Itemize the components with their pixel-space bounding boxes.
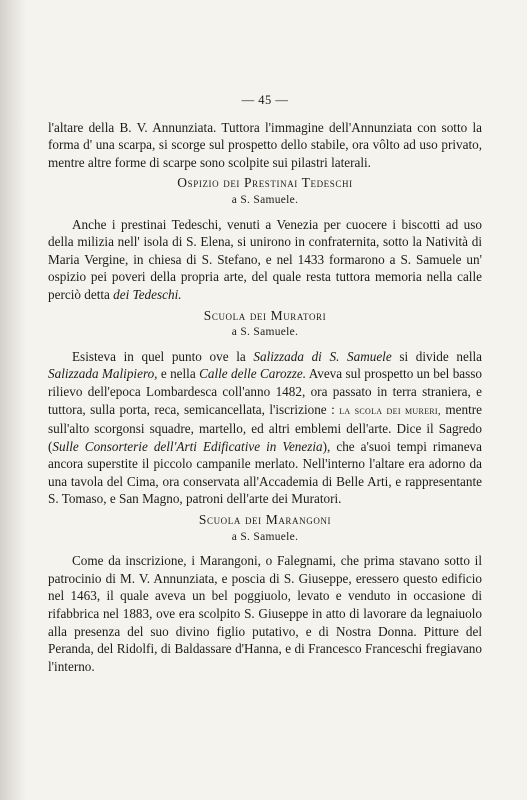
paragraph-muratori [48,348,482,508]
paragraph-italic: Sulle Consorterie dell'Arti Edificative in Venezia [52,438,323,454]
section-heading-prestinai [48,174,482,209]
paragraph-italic: Calle delle Carozze. [199,366,307,382]
intro-paragraph: l'altare della B. V. Annunziata. Tuttora l'immagine dell'Annunziata con sotto la forma d' una scarpa, si scorge sul prospetto dello stabile, ora vôlto ad uso privato, mentre altre forme di scarpe sono scolpite sui pilastri laterali. [48,119,482,170]
page-gutter-shadow [0,0,26,800]
section-title: Scuola dei Muratori [203,307,327,323]
book-page [48,92,482,675]
paragraph-text: Esisteva in quel punto ove la [72,348,246,364]
section-subtitle: a S. Samuele. [231,326,299,339]
paragraph-italic: dei Tedeschi. [113,286,182,302]
section-subtitle: a S. Samuele. [231,530,299,543]
paragraph-text: si divide nella [399,348,483,364]
paragraph-text: mentre sull'alto scorgonsi squadre, martello, ed altri emblemi dell'arte. Dice il Sagredo ( [48,401,482,454]
paragraph-italic: Salizzada di S. Samuele [253,348,392,364]
section-title: Ospizio dei Prestinai Tedeschi [177,175,353,191]
section-subtitle: a S. Samuele. [231,193,299,206]
inscription-text: la scola dei mureri, [339,404,441,417]
section-title: Scuola dei Marangoni [198,512,332,528]
paragraph-marangoni: Come da inscrizione, i Marangoni, o Falegnami, che prima stavano sotto il patrocinio di M. V. Annunziata, e poscia di S. Giuseppe, eressero questo edificio nel 1463, il quale aveva un bel poggiuolo, levato e venduto in occasione di rifabbrica nel 1883, ove era scolpito S. Giuseppe in atto di lavorare da legnaiuolo alla presenza del suo divino figlio putativo, e di Nostra Donna. Pitture del Peranda, del Ridolfi, di Baldassare d'Hanna, e di Francesco Franceschi fregiavano l'interno. [48,553,482,674]
paragraph-text: Aveva sul prospetto un bel basso rilievo dell'epoca Lombardesca coll'anno 1482, ora passato in terra straniera, e tuttora, sulla porta, reca, semicancellata, l'iscrizione : [48,366,483,417]
paragraph-prestinai [48,216,482,304]
paragraph-text: ), che a'suoi tempi rimaneva ancora superstite il piccolo campanile merlato. Nell'interno l'altare era adorno da una tavola del Cima, ora conservata all'Accademia di Belle Arti, e rappresentante S. Tomaso, e San Magno, patroni dell'arte dei Muratori. [48,438,482,507]
paragraph-text: e nella [160,366,196,382]
paragraph-italic: Salizzada Malipiero, [48,366,158,382]
section-heading-marangoni [48,511,482,546]
paragraph-text: Anche i prestinai Tedeschi, venuti a Venezia per cuocere i biscotti ad uso della milizia nell' isola di S. Elena, si unirono in confraternita, sotto la Natività di Maria Vergine, in chiesa di S. Stefano, e nel 1433 formarono a S. Samuele un' ospizio pei poveri della propria arte, del quale resta tuttora memoria nella calle perciò detta [48,216,482,302]
page-number: — 45 — [241,93,289,107]
section-heading-muratori [48,307,482,342]
